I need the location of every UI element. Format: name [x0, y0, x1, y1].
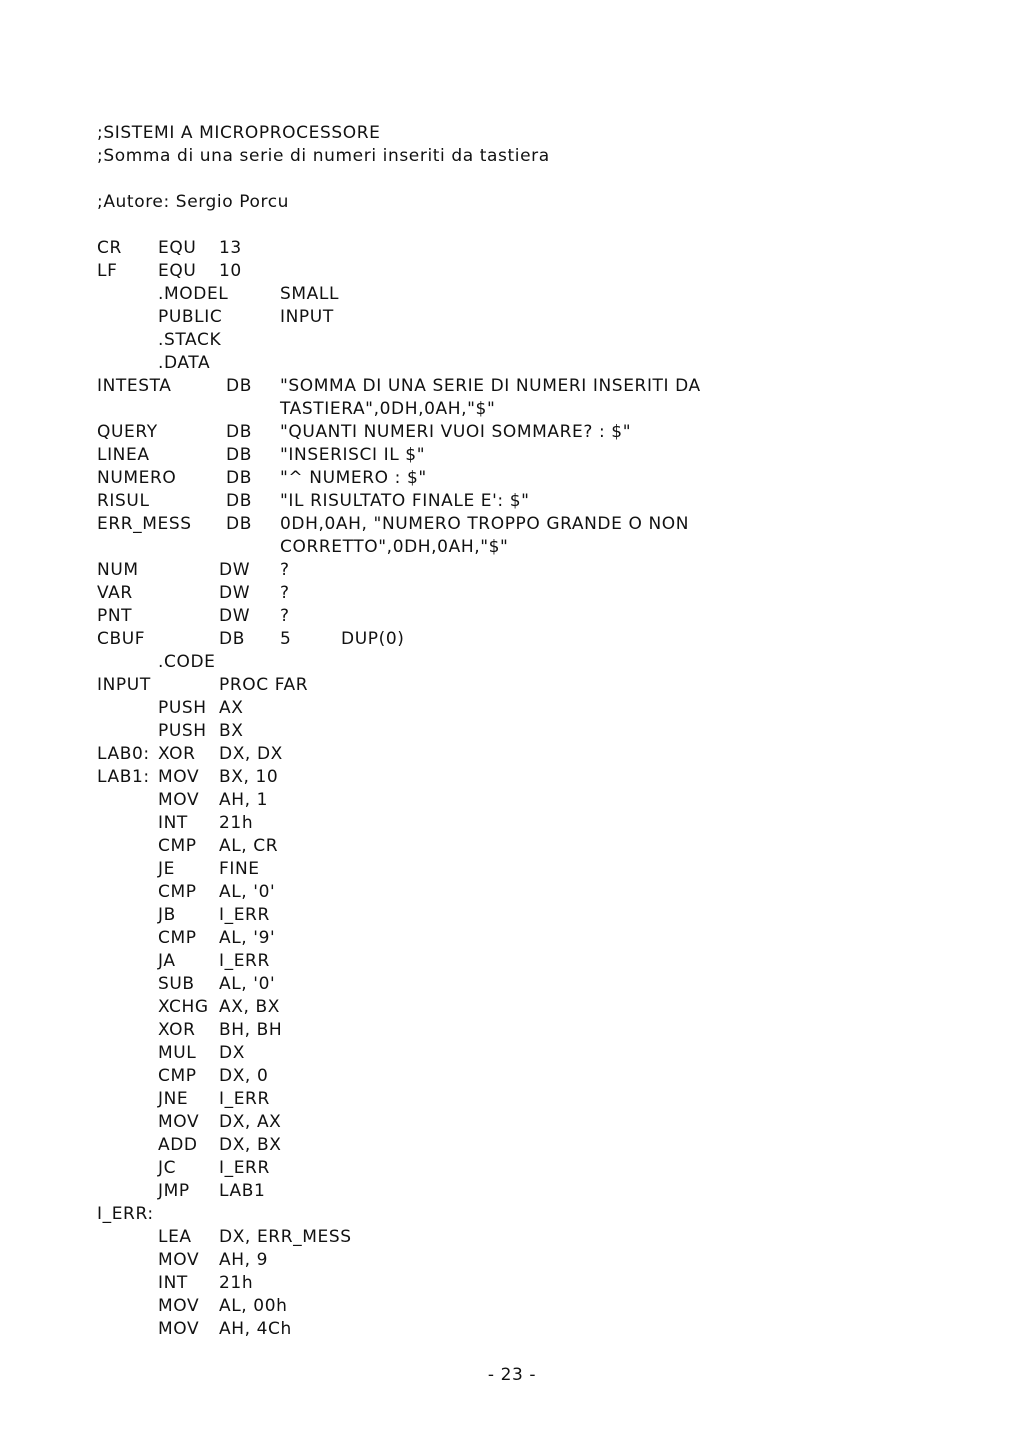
instr-args: AL, 00h — [219, 1296, 288, 1316]
instr-args: DX, 0 — [219, 1066, 269, 1086]
code-label: CR — [97, 238, 122, 258]
code-arg: 13 — [219, 238, 242, 258]
var-value: ? — [280, 560, 290, 580]
var-name: CBUF — [97, 629, 146, 649]
instr-args: I_ERR — [219, 905, 270, 925]
code-arg: 10 — [219, 261, 242, 281]
data-value: "IL RISULTATO FINALE E': $" — [280, 491, 530, 511]
instr-mnemonic: SUB — [158, 974, 195, 994]
instr-args: AH, 1 — [219, 790, 269, 810]
instr-args: BX, 10 — [219, 767, 279, 787]
data-name: ERR_MESS — [97, 514, 192, 534]
code-line-label: I_ERR: — [97, 1204, 154, 1224]
instr-args: DX, DX — [219, 744, 283, 764]
data-name: RISUL — [97, 491, 150, 511]
instr-args: 21h — [219, 1273, 254, 1293]
data-type: DB — [226, 491, 252, 511]
instr-mnemonic: JE — [158, 859, 175, 879]
data-name: INTESTA — [97, 376, 172, 396]
data-type: DB — [226, 422, 252, 442]
code-op: PROC FAR — [219, 675, 309, 695]
instr-mnemonic: PUSH — [158, 698, 207, 718]
instr-mnemonic: XOR — [158, 1020, 196, 1040]
var-value: ? — [280, 606, 290, 626]
data-value: "^ NUMERO : $" — [280, 468, 427, 488]
code-directive-value: SMALL — [280, 284, 340, 304]
comment-description: ;Somma di una serie di numeri inseriti da tastiera — [97, 146, 550, 166]
code-directive: .MODEL — [158, 284, 229, 304]
instr-args: AH, 9 — [219, 1250, 269, 1270]
instr-mnemonic: XOR — [158, 744, 196, 764]
instr-args: 21h — [219, 813, 254, 833]
data-name: NUMERO — [97, 468, 177, 488]
var-type: DW — [219, 606, 251, 626]
instr-mnemonic: CMP — [158, 928, 197, 948]
code-directive: PUBLIC — [158, 307, 223, 327]
instr-mnemonic: PUSH — [158, 721, 207, 741]
instr-args: AH, 4Ch — [219, 1319, 292, 1339]
var-value: ? — [280, 583, 290, 603]
instr-mnemonic: MOV — [158, 1250, 200, 1270]
var-value: 5 — [280, 629, 292, 649]
instr-mnemonic: XCHG — [158, 997, 209, 1017]
data-value: "QUANTI NUMERI VUOI SOMMARE? : $" — [280, 422, 632, 442]
comment-author: ;Autore: Sergio Porcu — [97, 192, 290, 212]
instr-args: AX, BX — [219, 997, 280, 1017]
instr-mnemonic: INT — [158, 1273, 188, 1293]
instr-args: I_ERR — [219, 1158, 270, 1178]
var-type: DB — [219, 629, 245, 649]
code-directive: .STACK — [158, 330, 222, 350]
instr-args: DX, AX — [219, 1112, 282, 1132]
instr-args: AX — [219, 698, 244, 718]
instr-args: AL, '9' — [219, 928, 276, 948]
var-name: PNT — [97, 606, 133, 626]
data-type: DB — [226, 376, 252, 396]
code-label: INPUT — [97, 675, 151, 695]
instr-args: DX, BX — [219, 1135, 282, 1155]
instr-args: DX — [219, 1043, 245, 1063]
instr-mnemonic: JNE — [158, 1089, 189, 1109]
data-type: DB — [226, 514, 252, 534]
code-line-label: LAB1: — [97, 767, 150, 787]
data-type: DB — [226, 445, 252, 465]
instr-mnemonic: INT — [158, 813, 188, 833]
code-label: LF — [97, 261, 118, 281]
instr-mnemonic: MUL — [158, 1043, 197, 1063]
var-type: DW — [219, 560, 251, 580]
instr-mnemonic: MOV — [158, 790, 200, 810]
instr-args: DX, ERR_MESS — [219, 1227, 352, 1247]
instr-mnemonic: CMP — [158, 836, 197, 856]
instr-mnemonic: MOV — [158, 1112, 200, 1132]
data-name: LINEA — [97, 445, 150, 465]
instr-mnemonic: JB — [158, 905, 176, 925]
instr-mnemonic: LEA — [158, 1227, 192, 1247]
instr-args: BX — [219, 721, 244, 741]
instr-args: BH, BH — [219, 1020, 283, 1040]
data-value: "INSERISCI IL $" — [280, 445, 426, 465]
instr-args: AL, '0' — [219, 882, 276, 902]
instr-args: FINE — [219, 859, 260, 879]
instr-mnemonic: MOV — [158, 767, 200, 787]
instr-args: LAB1 — [219, 1181, 266, 1201]
instr-args: AL, '0' — [219, 974, 276, 994]
page-number: - 23 - — [487, 1365, 537, 1385]
instr-mnemonic: MOV — [158, 1319, 200, 1339]
code-directive: .CODE — [158, 652, 216, 672]
comment-title: ;SISTEMI A MICROPROCESSORE — [97, 123, 381, 143]
instr-mnemonic: ADD — [158, 1135, 198, 1155]
instr-mnemonic: CMP — [158, 882, 197, 902]
instr-mnemonic: CMP — [158, 1066, 197, 1086]
data-value-continuation: CORRETTO",0DH,0AH,"$" — [280, 537, 509, 557]
code-op: EQU — [158, 261, 197, 281]
instr-mnemonic: JA — [158, 951, 176, 971]
instr-args: AL, CR — [219, 836, 279, 856]
code-directive-value: INPUT — [280, 307, 334, 327]
data-value-continuation: TASTIERA",0DH,0AH,"$" — [280, 399, 496, 419]
instr-mnemonic: JMP — [158, 1181, 190, 1201]
code-directive: .DATA — [158, 353, 211, 373]
code-op: EQU — [158, 238, 197, 258]
var-type: DW — [219, 583, 251, 603]
data-value: 0DH,0AH, "NUMERO TROPPO GRANDE O NON — [280, 514, 690, 534]
instr-mnemonic: JC — [158, 1158, 177, 1178]
instr-args: I_ERR — [219, 951, 270, 971]
code-line-label: LAB0: — [97, 744, 150, 764]
var-extra: DUP(0) — [341, 629, 405, 649]
data-value: "SOMMA DI UNA SERIE DI NUMERI INSERITI DA — [280, 376, 701, 396]
var-name: VAR — [97, 583, 133, 603]
data-type: DB — [226, 468, 252, 488]
var-name: NUM — [97, 560, 139, 580]
instr-args: I_ERR — [219, 1089, 270, 1109]
data-name: QUERY — [97, 422, 158, 442]
instr-mnemonic: MOV — [158, 1296, 200, 1316]
